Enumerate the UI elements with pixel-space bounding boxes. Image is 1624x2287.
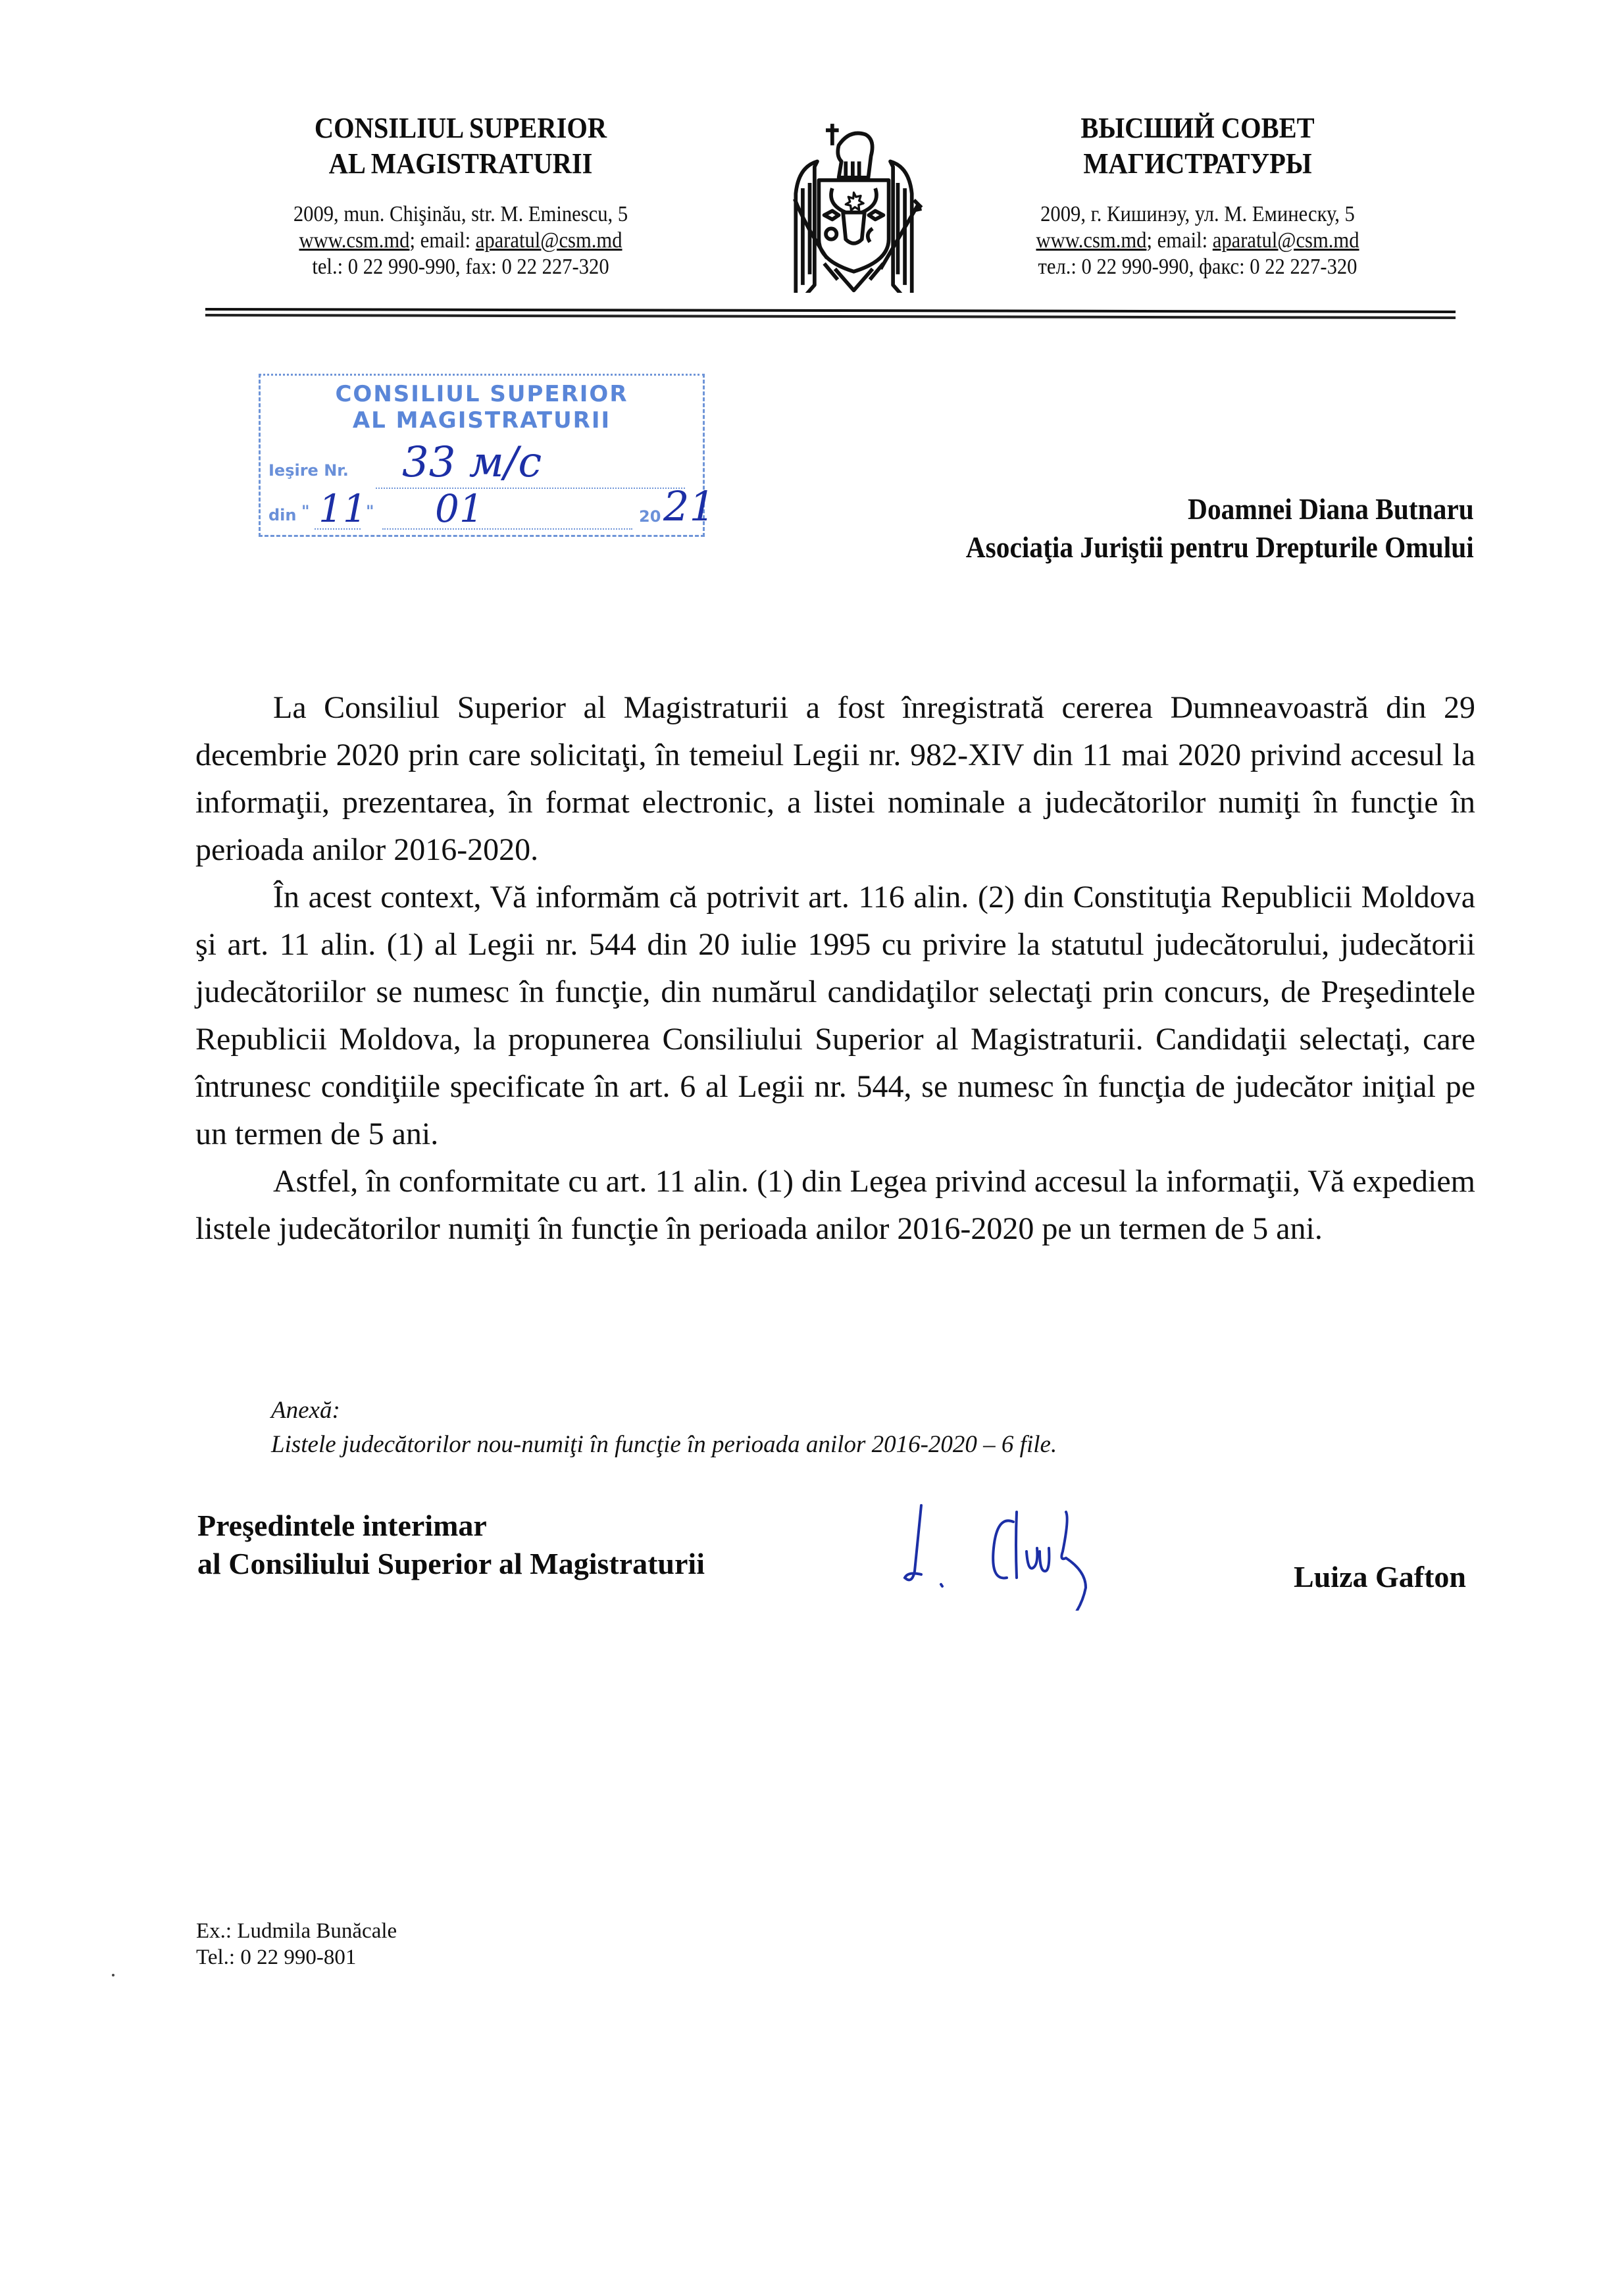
stamp-exit-line xyxy=(376,488,685,489)
email-link[interactable]: aparatul@csm.md xyxy=(1212,228,1359,253)
executor-footer xyxy=(196,1918,397,1971)
letter-body xyxy=(195,684,1475,1253)
registration-stamp: CONSILIUL SUPERIOR AL MAGISTRATURII Ieşire Nr. 33 м/с din " 11 " 01 20 21 xyxy=(259,374,705,537)
signatory-name: Luiza Gafton xyxy=(1294,1560,1466,1594)
stamp-date-day: 11 xyxy=(318,486,367,531)
signatory-title-line1: Preşedintele interimar xyxy=(197,1509,487,1542)
stamp-year-prefix: 20 xyxy=(639,507,661,526)
coat-of-arms-icon xyxy=(773,105,934,293)
executor-name: Ex.: Ludmila Bunăcale xyxy=(196,1919,397,1943)
annex-label: Anexă: xyxy=(271,1397,340,1424)
phone-fax-ru: тел.: 0 22 990-990, факс: 0 22 227-320 xyxy=(1038,255,1358,279)
org-name-ru-line1: ВЫСШИЙ СОВЕТ xyxy=(1080,112,1315,144)
signatory-title xyxy=(197,1507,705,1583)
letterhead-right xyxy=(967,111,1428,280)
executor-phone: Tel.: 0 22 990-801 xyxy=(196,1946,357,1969)
stamp-month-line xyxy=(382,528,632,530)
annex-block xyxy=(271,1394,1057,1462)
handwritten-signature-icon xyxy=(901,1492,1204,1611)
stamp-year-suffix: 21 xyxy=(663,482,715,530)
letterhead-left xyxy=(224,111,698,280)
addressee-name: Doamnei Diana Butnaru xyxy=(1188,492,1474,526)
contact-line-ru: www.csm.md; email: aparatul@csm.md xyxy=(1036,228,1359,253)
stamp-title-line1: CONSILIUL SUPERIOR xyxy=(335,381,628,407)
address-ru: 2009, г. Кишинэу, ул. М. Еминеску, 5 xyxy=(1040,202,1355,226)
org-name-ru-line2: МАГИСТРАТУРЫ xyxy=(1083,147,1312,180)
stamp-title-line2: AL MAGISTRATURII xyxy=(352,407,611,434)
org-name-ro-line2: AL MAGISTRATURII xyxy=(328,147,593,180)
website-link[interactable]: www.csm.md xyxy=(299,228,410,253)
addressee-block xyxy=(909,490,1474,566)
website-link[interactable]: www.csm.md xyxy=(1036,228,1147,253)
header-divider-secondary xyxy=(205,314,1456,319)
phone-fax-ro: tel.: 0 22 990-990, fax: 0 22 227-320 xyxy=(312,255,609,279)
body-paragraph-3: Astfel, în conformitate cu art. 11 alin. (1) din Legea privind accesul la informaţii, Vă expediem listele judecătorilor numiţi în funcţie în perioada anilor 2016-2020 pe un termen de 5 ani. xyxy=(195,1164,1475,1246)
annex-text: Listele judecătorilor nou-numiţi în funcţie în perioada anilor 2016-2020 – 6 file. xyxy=(271,1431,1057,1458)
header-divider xyxy=(205,308,1456,313)
address-ro: 2009, mun. Chişinău, str. M. Eminescu, 5 xyxy=(293,202,628,226)
stamp-date-label: din xyxy=(268,506,297,524)
signatory-title-line2: al Consiliului Superior al Magistraturii xyxy=(197,1547,705,1580)
contact-line-ro: www.csm.md; email: aparatul@csm.md xyxy=(299,228,622,253)
stamp-exit-label: Ieşire Nr. xyxy=(268,461,349,480)
addressee-organization: Asociaţia Juriştii pentru Drepturile Omului xyxy=(965,530,1474,564)
body-paragraph-1: La Consiliul Superior al Magistraturii a fost înregistrată cererea Dumneavoastră din 29 decembrie 2020 prin care solicitaţi, în temeiul Legii nr. 982-XIV din 11 mai 2020 privind accesul la informaţii, prezentarea, în format electronic, a listei nominale a judecătorilor numiţi în funcţie în perioada anilor 2016-2020. xyxy=(195,690,1475,867)
org-name-ro-line1: CONSILIUL SUPERIOR xyxy=(314,112,607,144)
email-link[interactable]: aparatul@csm.md xyxy=(475,228,622,253)
stamp-date-month: 01 xyxy=(435,486,484,531)
body-paragraph-2: În acest context, Vă informăm că potrivit art. 116 alin. (2) din Constituţia Republicii Moldova şi art. 11 alin. (1) al Legii nr. 544 din 20 iulie 1995 cu privire la statutul judecătorului, judecătorii judecătoriilor se numesc în funcţie, din numărul candidaţilor selectaţi prin concurs, de Preşedintele Republicii Moldova, la propunerea Consiliului Superior al Magistraturii. Candidaţii selectaţi, care întrunesc condiţiile specificate în art. 6 al Legii nr. 544, se numesc în funcţia de judecător iniţial pe un termen de 5 ani. xyxy=(195,880,1475,1151)
stamp-exit-number: 33 м/с xyxy=(402,438,542,487)
scan-speck xyxy=(112,1974,114,1976)
